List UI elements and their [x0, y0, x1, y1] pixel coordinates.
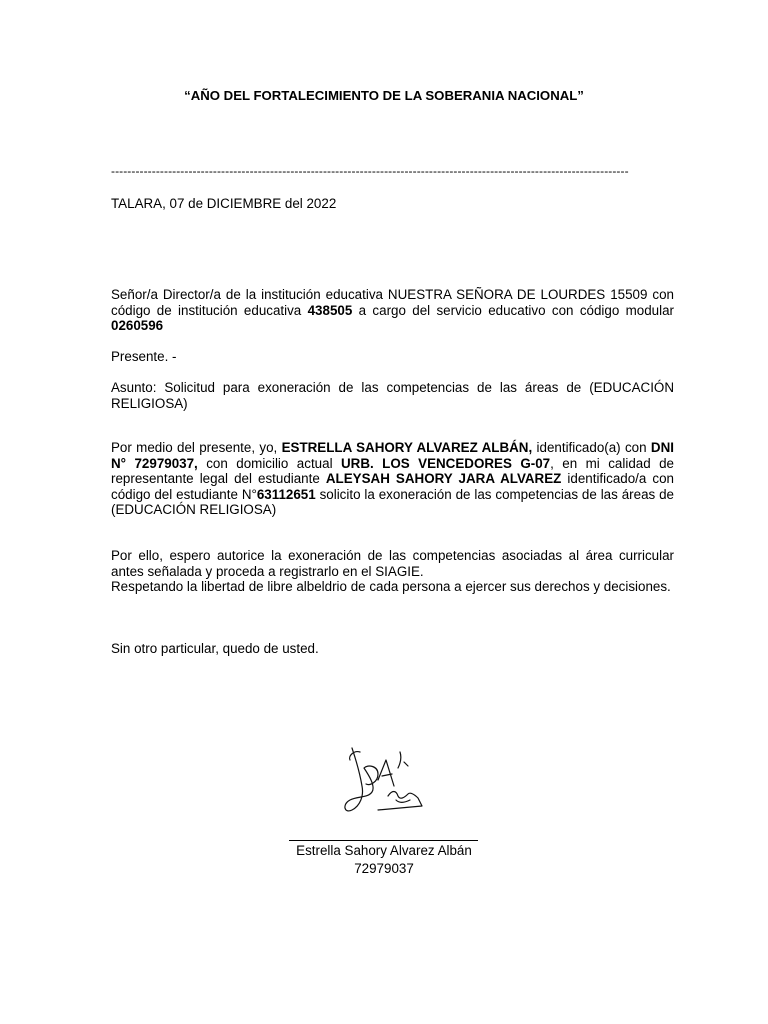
request-text-3: con domicilio actual	[197, 455, 341, 471]
addressee-paragraph	[111, 287, 674, 334]
signer-name: Estrella Sahory Alvarez Albán	[296, 843, 472, 858]
request-text-5: identificado/a con código del estudiante N°	[111, 471, 674, 502]
signature-line	[289, 840, 478, 841]
institution-code: 438505	[307, 302, 353, 318]
separator-line: -------------------------------------------------------------------------------------------------------------------------------	[111, 164, 629, 178]
request-text-1: Por medio del presente, yo,	[111, 440, 282, 455]
justification-line-2: Respetando la libertad de libre albeldrio de cada persona a ejercer sus derechos y decisiones.	[111, 579, 671, 595]
handwritten-signature	[338, 740, 430, 820]
addressee-text-2: a cargo del servicio educativo con código modular	[352, 302, 675, 318]
subject-text: Asunto: Solicitud para exoneración de las competencias de las áreas de (EDUCACIÓN RELIGIOSA)	[111, 380, 674, 411]
justification-line-1: Por ello, espero autorice la exoneración de las competencias asociadas al área curricular antes señalada y proceda a registrarlo en el SIAGIE.	[111, 548, 674, 579]
request-text-2: identificado(a) con	[532, 440, 651, 455]
addressee-text-1: Señor/a Director/a de la institución educativa NUESTRA SEÑORA DE LOURDES 15509 con código de institución educativa	[111, 287, 674, 318]
subject-paragraph	[111, 380, 674, 411]
request-paragraph	[111, 440, 674, 518]
request-text-4: , en mi calidad de representante legal del estudiante	[111, 455, 675, 487]
presente-text: Presente. -	[111, 349, 177, 364]
request-text-6: solicito la exoneración de las competencias de las áreas de (EDUCACIÓN RELIGIOSA)	[111, 486, 674, 518]
justification-paragraph	[111, 548, 674, 595]
modular-code: 0260596	[111, 318, 164, 334]
date-line	[111, 196, 674, 212]
closing-text: Sin otro particular, quedo de usted.	[111, 641, 319, 656]
student-name: ALEYSAH SAHORY JARA ALVAREZ	[325, 471, 562, 487]
signer-dni: 72979037	[354, 861, 414, 876]
applicant-name: ESTRELLA SAHORY ALVAREZ ALBÁN,	[281, 440, 533, 455]
applicant-address: URB. LOS VENCEDORES G-07	[341, 455, 551, 471]
applicant-dni: DNI N° 72979037,	[111, 440, 674, 471]
presente-line	[111, 349, 674, 365]
date-text: TALARA, 07 de DICIEMBRE del 2022	[111, 196, 337, 211]
student-code: 63112651	[256, 486, 316, 502]
closing-line	[111, 641, 674, 657]
document-heading: “AÑO DEL FORTALECIMIENTO DE LA SOBERANIA NACIONAL”	[184, 88, 584, 103]
